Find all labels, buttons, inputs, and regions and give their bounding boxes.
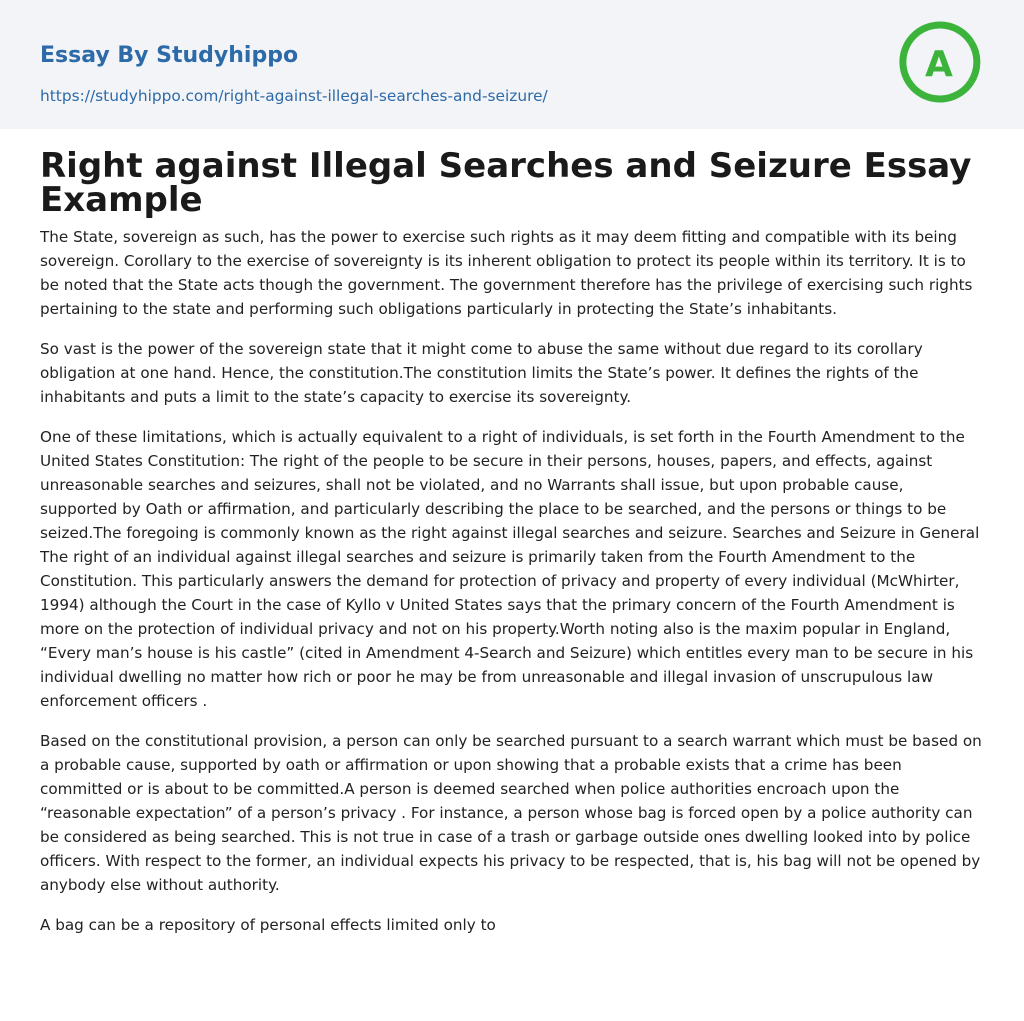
site-brand-title[interactable]: Essay By Studyhippo	[40, 43, 299, 68]
paragraph-2: So vast is the power of the sovereign state that it might come to abuse the same without due regard to its corollary obligation at one hand. Hence, the constitution.The constitution limits the State’s power. It defines the rights of the inhabitants and puts a limit to the state’s capacity to exercise its sovereignty.	[40, 340, 923, 406]
article-title: Right against Illegal Searches and Seizure Essay Example	[40, 146, 972, 220]
studyhippo-logo-icon[interactable]	[899, 19, 985, 105]
paragraph-4: Based on the constitutional provision, a person can only be searched pursuant to a search warrant which must be based on a probable cause, supported by oath or affirmation or upon showing that a probable exists that a crime has been committed or is about to be committed.A person is deemed searched when police authorities encroach upon the “reasonable expectation” of a person’s privacy . For instance, a person whose bag is forced open by a police authority can be considered as being searched. This is not true in case of a trash or garbage outside ones dwelling looked into by police officers. With respect to the former, an individual expects his privacy to be respected, that is, his bag will not be opened by anybody else without authority.	[40, 732, 982, 894]
paragraph-3: One of these limitations, which is actually equivalent to a right of individuals, is set forth in the Fourth Amendment to the United States Constitution: The right of the people to be secure in their persons, houses, papers, and effects, against unreasonable searches and seizures, shall not be violated, and no Warrants shall issue, but upon probable cause, supported by Oath or affirmation, and particularly describing the place to be searched, and the persons or things to be seized.The foregoing is commonly known as the right against illegal searches and seizure. Searches and Seizure in General The right of an individual against illegal searches and seizure is primarily taken from the Fourth Amendment to the Constitution. This particularly answers the demand for protection of privacy and property of every individual (McWhirter, 1994) although the Court in the case of Kyllo v United States says that the primary concern of the Fourth Amendment is more on the protection of individual privacy and not on his property.Worth noting also is the maxim popular in England, “Every man’s house is his castle” (cited in Amendment 4-Search and Seizure) which entitles every man to be secure in his individual dwelling no matter how rich or poor he may be from unreasonable and illegal invasion of unscrupulous law enforcement officers .	[40, 428, 980, 710]
article-body	[0, 146, 1024, 937]
article-url-link[interactable]: https://studyhippo.com/right-against-illegal-searches-and-seizure/	[40, 87, 548, 105]
paragraph-5: A bag can be a repository of personal effects limited only to	[40, 916, 496, 934]
paragraph-1: The State, sovereign as such, has the power to exercise such rights as it may deem fitting and compatible with its being sovereign. Corollary to the exercise of sovereignty is its inherent obligation to protect its people within its territory. It is to be noted that the State acts though the government. The government therefore has the privilege of exercising such rights pertaining to the state and performing such obligations particularly in protecting the State’s inhabitants.	[40, 228, 973, 318]
logo-letter: A	[925, 44, 953, 85]
site-header	[0, 0, 1024, 129]
